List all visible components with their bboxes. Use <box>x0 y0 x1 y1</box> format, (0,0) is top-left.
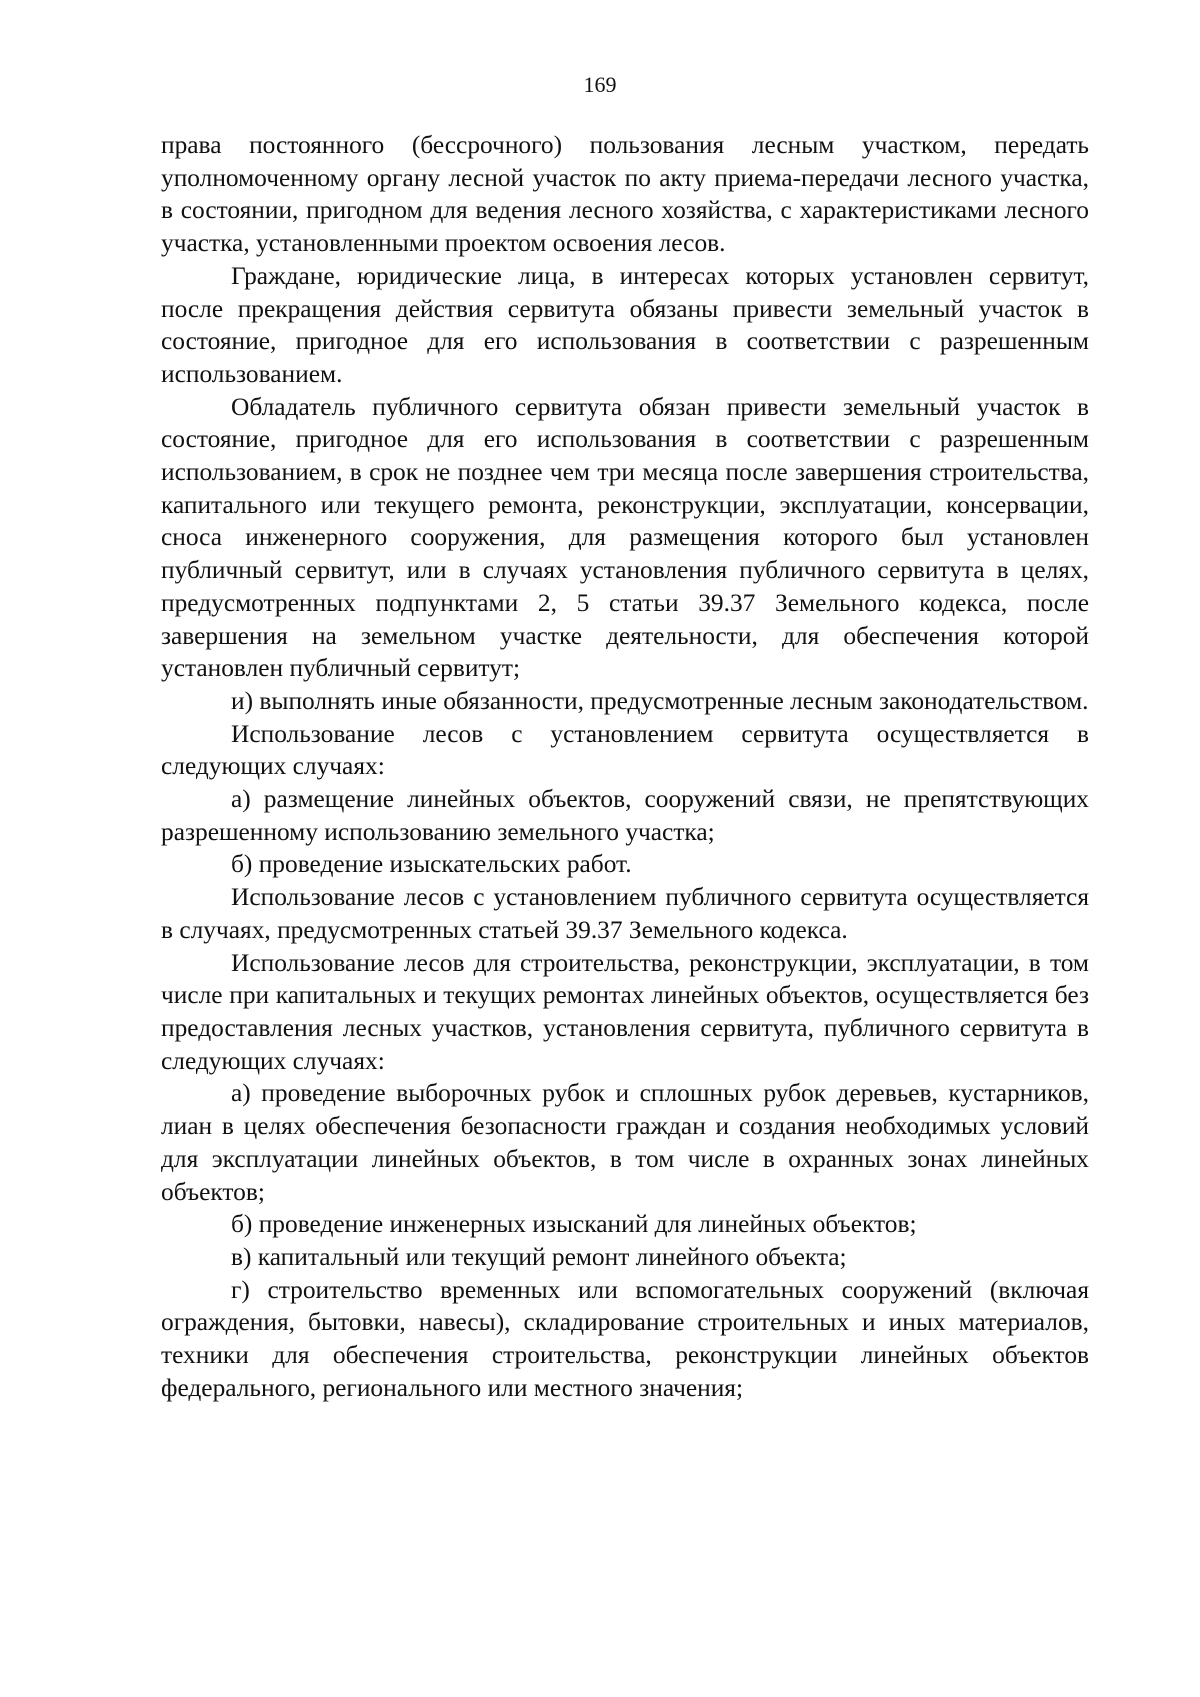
list-item-b-surveys: б) проведение изыскательских работ. <box>231 850 632 879</box>
document-body <box>161 129 1089 1404</box>
list-item-a-felling: а) проведение выборочных рубок и сплошных рубок деревьев, кустарников, лиан в целях обеспечения безопасности граждан и создания необходимых условий для эксплуатации линейных объектов, в том числе в охранных зонах линейных объектов; <box>161 1079 1089 1206</box>
paragraph-public-servitude-cases: Использование лесов с установлением публичного сервитута осуществляется в случаях, предусмотренных статьей 39.37 Земельного кодекса. <box>161 883 1089 944</box>
list-item-v-repair: в) капитальный или текущий ремонт линейного объекта; <box>231 1242 847 1271</box>
paragraph-servitude-cases: Использование лесов с установлением сервитута осуществляется в следующих случаях: <box>161 719 1089 781</box>
paragraph-continuation: права постоянного (бессрочного) пользования лесным участком, передать уполномоченному органу лесной участок по акту приема-передачи лесного участка, в состоянии, пригодном для ведения лесного хозяйства, с характеристиками лесного участка, установленными проектом освоения лесов. <box>161 131 1089 258</box>
list-item-i: и) выполнять иные обязанности, предусмотренные лесным законодательством. <box>231 686 1089 715</box>
list-item-a-linear-objects: а) размещение линейных объектов, сооружений связи, не препятствующих разрешенному использованию земельного участка; <box>161 785 1089 846</box>
page-number: 169 <box>583 72 617 97</box>
paragraph-linear-objects-use: Использование лесов для строительства, реконструкции, эксплуатации, в том числе при капитальных и текущих ремонтах линейных объектов, осуществляется без предоставления лесных участков, установления сервитута, публичного сервитута в следующих случаях: <box>161 948 1089 1075</box>
list-item-g-temporary-structures: г) строительство временных или вспомогательных сооружений (включая ограждения, бытовки, навесы), складирование строительных и иных материалов, техники для обеспечения строительства, реконструкции линейных объектов федерального, регионального или местного значения; <box>161 1275 1089 1402</box>
paragraph-public-servitude-holder: Обладатель публичного сервитута обязан привести земельный участок в состояние, пригодное для его использования в соответствии с разрешенным использованием, в срок не позднее чем три месяца после завершения строительства, капитального или текущего ремонта, реконструкции, эксплуатации, консервации, сноса инженерного сооружения, для размещения которого был установлен публичный сервитут, или в случаях установления публичного сервитута в целях, предусмотренных подпунктами 2, 5 статьи 39.37 Земельного кодекса, после завершения на земельном участке деятельности, для обеспечения которой установлен публичный сервитут; <box>161 392 1089 683</box>
paragraph-servitude-holders: Граждане, юридические лица, в интересах которых установлен сервитут, после прекращения действия сервитута обязаны привести земельный участок в состояние, пригодное для его использования в соответствии с разрешенным использованием. <box>161 261 1089 388</box>
list-item-b-engineering-surveys: б) проведение инженерных изысканий для линейных объектов; <box>231 1210 917 1239</box>
